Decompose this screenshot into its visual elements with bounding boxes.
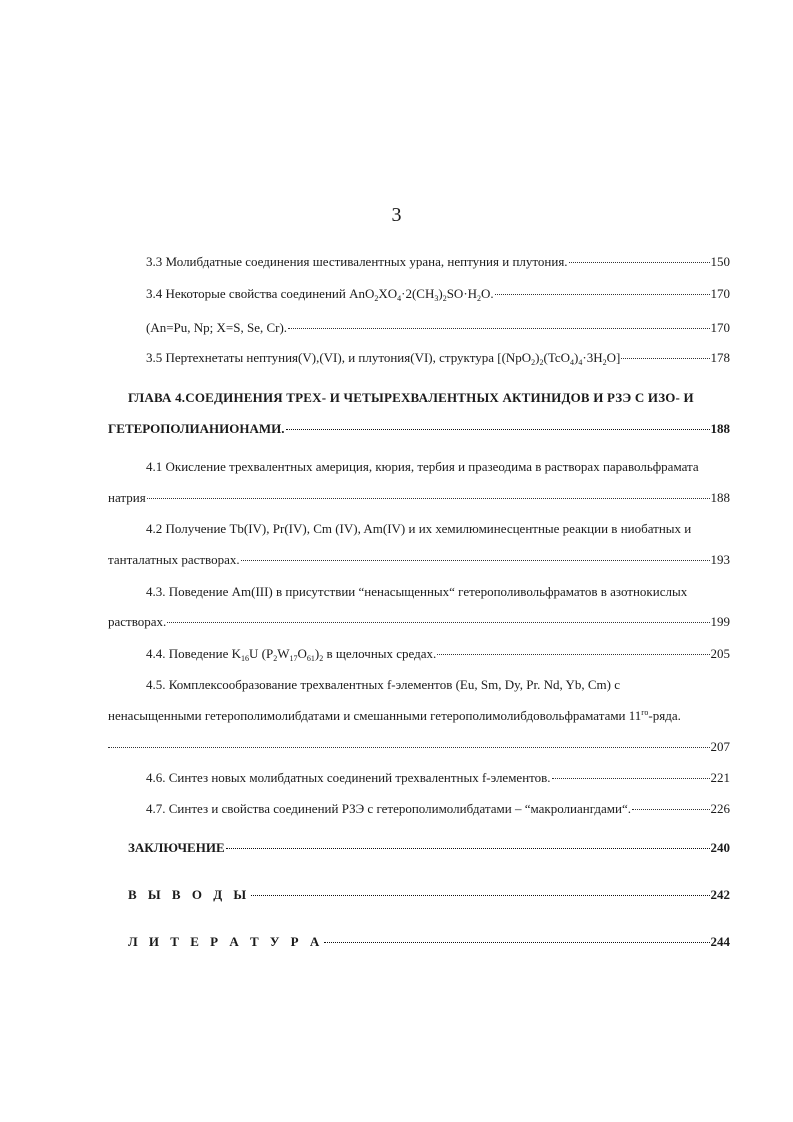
chapter-4-title[interactable]: ГЛАВА 4.СОЕДИНЕНИЯ ТРЕХ- И ЧЕТЫРЕХВАЛЕНТНЫХ АКТИНИДОВ И РЗЭ С ИЗО- И bbox=[128, 390, 694, 405]
toc-entry-title: 4.6. Синтез новых молибдатных соединений трехвалентных f-элементов. bbox=[146, 770, 551, 785]
toc-page-number: 178 bbox=[710, 350, 730, 365]
toc-page-number: 193 bbox=[710, 552, 730, 567]
toc-entry-3-4-cont[interactable] bbox=[146, 320, 730, 336]
toc-entry-title: (An=Pu, Np; X=S, Se, Cr). bbox=[146, 320, 288, 335]
leader-dots bbox=[632, 809, 710, 810]
toc-entry-title: 4.4. Поведение $K_{16}U$ $(P_2W_{17}O_{61})_2$ в щелочных средах. bbox=[146, 646, 437, 662]
toc-conclusions[interactable] bbox=[128, 887, 730, 903]
toc-entry-title: ГЕТЕРОПОЛИАНИОНАМИ. bbox=[108, 421, 285, 436]
leader-dots bbox=[621, 358, 709, 359]
leader-dots bbox=[108, 747, 710, 748]
toc-page-number: 242 bbox=[710, 887, 730, 902]
leader-dots bbox=[552, 778, 710, 779]
toc-page-number: 221 bbox=[710, 770, 730, 785]
toc-entry-3-4[interactable] bbox=[146, 286, 730, 302]
page-number: 3 bbox=[391, 204, 402, 226]
toc-entry-4-4[interactable] bbox=[146, 646, 730, 662]
toc-entry-4-3[interactable]: 4.3. Поведение Am(III) в присутствии “ненасыщенных“ гетерополивольфраматов в азотнокислых bbox=[146, 584, 688, 599]
toc-entry-4-1-cont[interactable] bbox=[108, 490, 730, 506]
toc-conclusion[interactable] bbox=[128, 840, 730, 856]
leader-dots bbox=[226, 848, 710, 849]
toc-entry-title: В Ы В О Д Ы bbox=[128, 887, 251, 902]
toc-entry-title: 3.3 Молибдатные соединения шестивалентных урана, нептуния и плутония. bbox=[146, 254, 568, 269]
toc-page-number: 170 bbox=[710, 286, 730, 301]
toc-entry-4-7[interactable] bbox=[146, 801, 730, 817]
leader-dots bbox=[437, 654, 709, 655]
toc-references[interactable] bbox=[128, 934, 730, 950]
chapter-4-title-cont[interactable] bbox=[108, 421, 730, 437]
toc-entry-4-1[interactable]: 4.1 Окисление трехвалентных америция, кюрия, тербия и празеодима в растворах паравольфрамата bbox=[146, 459, 699, 474]
leader-dots bbox=[147, 498, 710, 499]
toc-entry-title: растворах. bbox=[108, 614, 167, 629]
leader-dots bbox=[569, 262, 710, 263]
toc-entry-4-5-cont[interactable]: ненасыщенными гетерополимолибдатами и смешанными гетерополимолибдовольфраматами $11^{го}$-ряда. bbox=[108, 708, 681, 723]
toc-entry-4-5[interactable]: 4.5. Комплексообразование трехвалентных f-элементов (Eu, Sm, Dy, Pr. Nd, Yb, Cm) с bbox=[146, 677, 621, 692]
leader-dots bbox=[241, 560, 710, 561]
leader-dots bbox=[495, 294, 710, 295]
leader-dots bbox=[286, 429, 710, 430]
toc-page-number: 205 bbox=[710, 646, 730, 661]
toc-entry-title: Л И Т Е Р А Т У Р А bbox=[128, 934, 324, 949]
toc-page-number: 188 bbox=[710, 421, 730, 436]
leader-dots bbox=[167, 622, 709, 623]
toc-page-number: 188 bbox=[710, 490, 730, 505]
toc-entry-4-2[interactable]: 4.2 Получение Tb(IV), Pr(IV), Cm (IV), Am(IV) и их хемилюминесцентные реакции в ниобатных и bbox=[146, 521, 692, 536]
leader-dots bbox=[251, 895, 709, 896]
toc-entry-title: 3.4 Некоторые свойства соединений $AnO_2XO_4\cdot 2(CH_3)_2SO\cdot H_2O$. bbox=[146, 286, 494, 302]
leader-dots bbox=[324, 942, 709, 943]
toc-page-number: 199 bbox=[710, 614, 730, 629]
toc-entry-3-3[interactable] bbox=[146, 254, 730, 270]
toc-entry-title: танталатных растворах. bbox=[108, 552, 240, 567]
toc-entry-title: ЗАКЛЮЧЕНИЕ bbox=[128, 840, 225, 855]
toc-page-number: 150 bbox=[710, 254, 730, 269]
toc-entry-4-2-cont[interactable] bbox=[108, 552, 730, 568]
toc-page-number: 244 bbox=[710, 934, 730, 949]
toc-entry-4-5-page[interactable] bbox=[108, 739, 730, 755]
toc-page-number: 240 bbox=[710, 840, 730, 855]
toc-page-number: 226 bbox=[710, 801, 730, 816]
toc-entry-4-6[interactable] bbox=[146, 770, 730, 786]
toc-page-number: 207 bbox=[710, 739, 730, 754]
toc-entry-3-5[interactable] bbox=[146, 350, 730, 366]
toc-entry-title: натрия bbox=[108, 490, 146, 505]
leader-dots bbox=[288, 328, 709, 329]
toc-entry-4-3-cont[interactable] bbox=[108, 614, 730, 630]
toc-entry-title: 4.7. Синтез и свойства соединений РЗЭ с гетерополимолибдатами – “макролиангдами“. bbox=[146, 801, 631, 816]
toc-page-number: 170 bbox=[710, 320, 730, 335]
toc-entry-title: 3.5 Пертехнетаты нептуния(V),(VI), и плутония(VI), структура $[(NpO_2)_2(TcO_4)_4\cdot 3H_2O]$ bbox=[146, 350, 621, 366]
